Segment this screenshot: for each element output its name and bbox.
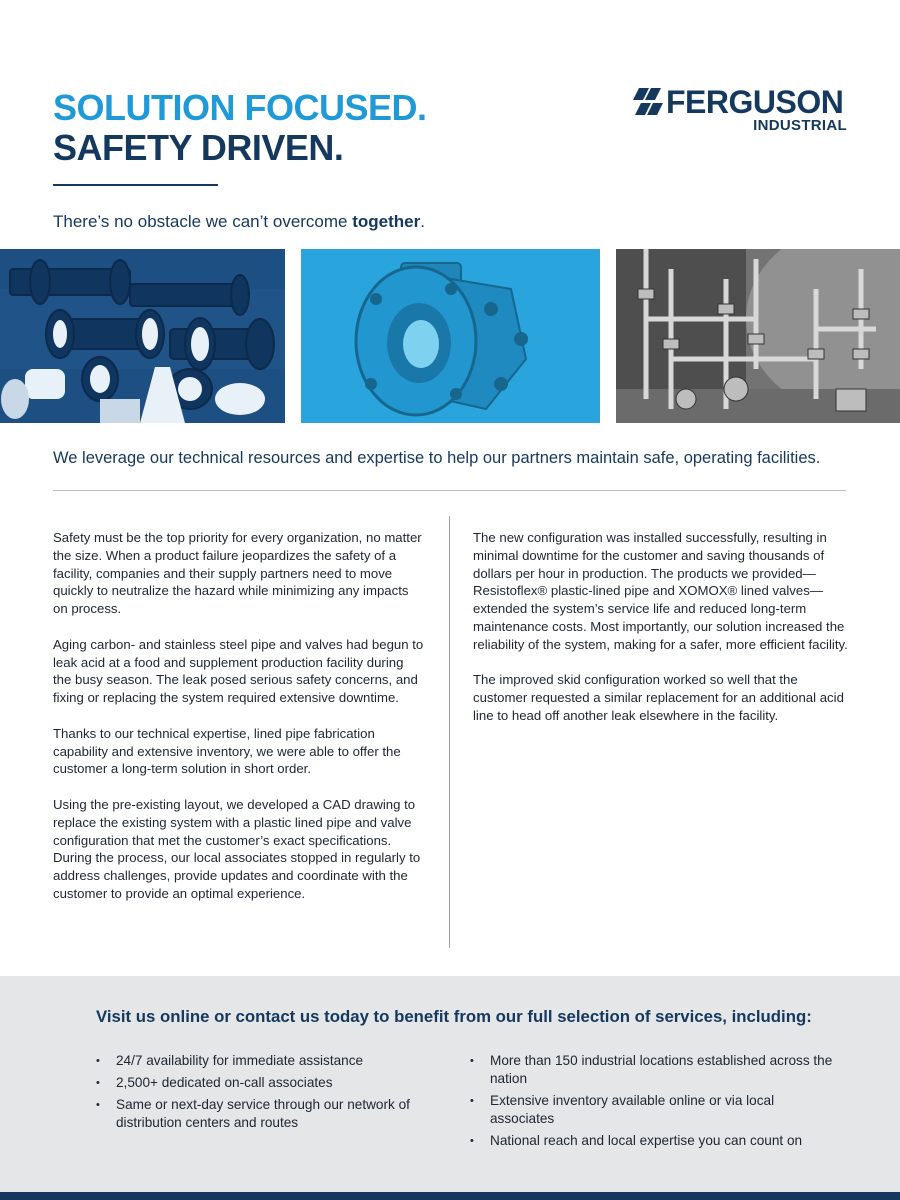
tagline-end: . — [420, 212, 425, 231]
lead-divider — [53, 490, 846, 491]
tagline-emphasis: together — [352, 212, 421, 231]
service-item: • Extensive inventory available online or via local associates — [470, 1092, 840, 1128]
service-item: • 24/7 availability for immediate assistance — [96, 1052, 446, 1070]
tagline — [53, 212, 425, 232]
body-paragraph: Using the pre-existing layout, we developed a CAD drawing to replace the existing system with a plastic lined pipe and valve configuration that met the customer’s exact specifications. During the process, our local associates stopped in regularly to address challenges, provide updates and coordinate with the customer to provide an optimal experience. — [53, 796, 421, 901]
service-item: • More than 150 industrial locations established across the nation — [470, 1052, 840, 1088]
page-headline — [53, 88, 427, 168]
headline-line-2: SAFETY DRIVEN. — [53, 127, 344, 168]
photo-skid-installation — [616, 249, 900, 423]
service-item: • Same or next-day service through our network of distribution centers and routes — [96, 1096, 446, 1132]
lead-statement: We leverage our technical resources and expertise to help our partners maintain safe, operating facilities. — [53, 449, 821, 467]
headline-divider — [53, 184, 218, 186]
ferguson-mark-icon — [633, 88, 663, 116]
body-column-left — [53, 529, 425, 921]
service-item: • 2,500+ dedicated on-call associates — [96, 1074, 446, 1092]
body-paragraph: Safety must be the top priority for every organization, no matter the size. When a product failure jeopardizes the safety of a facility, companies and their supply partners need to move quickly to neutralize the hazard while minimizing any impacts on process. — [53, 530, 422, 617]
service-item: • National reach and local expertise you can count on — [470, 1132, 840, 1150]
body-paragraph: The improved skid configuration worked so well that the customer requested a similar replacement for an additional acid line to head off another leak elsewhere in the facility. — [473, 672, 844, 723]
services-list-left — [96, 1052, 446, 1136]
body-paragraph: The new configuration was installed successfully, resulting in minimal downtime for the customer and saving thousands of dollars per hour in production. The products we provided—Resistoflex® plastic-lined pipe and XOMOX® lined valves—extended the system’s service life and reduced long-term maintenance costs. Most importantly, our solution increased the reliability of the system, making for a safer, more efficient facility. — [473, 530, 848, 652]
column-divider — [449, 516, 450, 948]
photo-lined-valve — [301, 249, 600, 423]
services-title: Visit us online or contact us today to benefit from our full selection of services, including: — [96, 1007, 812, 1026]
body-column-right — [473, 529, 851, 743]
services-list-right — [470, 1052, 840, 1154]
ferguson-logo — [633, 86, 847, 136]
headline-line-1: SOLUTION FOCUSED. — [53, 87, 427, 128]
bottom-accent-bar — [0, 1192, 900, 1200]
logo-name: FERGUSON — [666, 84, 844, 120]
photo-lined-fittings — [0, 249, 285, 423]
body-paragraph: Aging carbon- and stainless steel pipe and valves had begun to leak acid at a food and supplement production facility during the busy season. The leak posed serious safety concerns, and fixing or replacing the system required extensive downtime. — [53, 636, 424, 706]
logo-subtitle: INDUSTRIAL — [753, 117, 847, 134]
body-paragraph: Thanks to our technical expertise, lined pipe fabrication capability and extensive inventory, we were able to offer the customer a long-term solution in short order. — [53, 725, 401, 777]
tagline-start: There’s no obstacle we can’t overcome — [53, 212, 353, 231]
